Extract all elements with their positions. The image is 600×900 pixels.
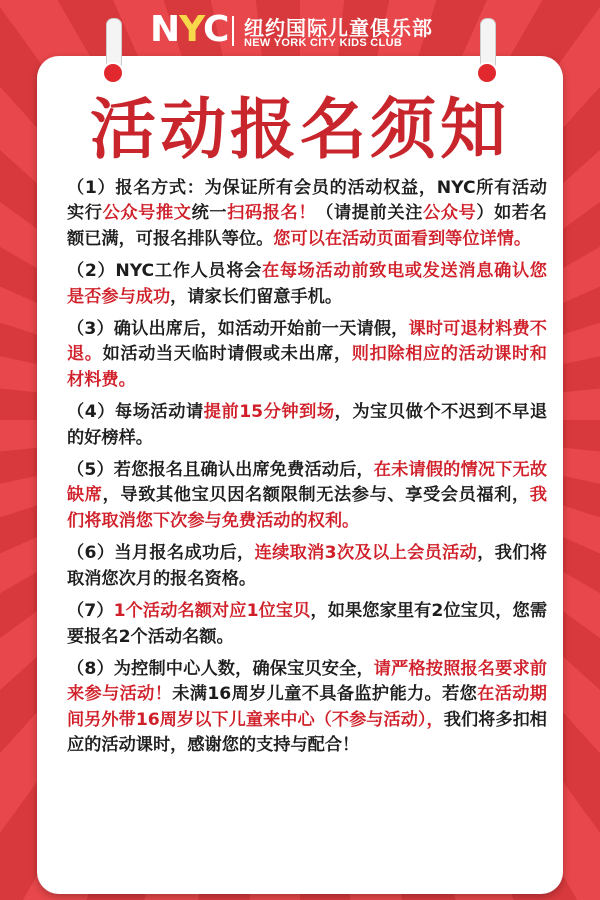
highlighted-text: 在每场活动前致电或发送消息确认您是否参与成功 — [67, 261, 547, 307]
body-text: （2）NYC工作人员将会 — [67, 261, 262, 282]
notice-title: 活动报名须知 — [90, 91, 510, 168]
club-logo — [0, 8, 600, 52]
highlighted-text: 连续取消3次及以上会员活动 — [254, 543, 478, 564]
notice-paragraph-3 — [67, 317, 547, 393]
body-text: （5）若您报名且确认出席免费活动后， — [67, 460, 374, 481]
highlighted-text: 1个活动名额对应1位宝贝 — [113, 601, 311, 622]
club-name-chinese: 纽约国际儿童俱乐部 — [244, 16, 433, 40]
body-text: （4）每场活动请 — [67, 402, 204, 423]
notice-paragraph-7 — [67, 599, 547, 650]
logo-letter-y: Y — [179, 9, 203, 50]
body-text: 统一 — [191, 203, 228, 224]
notice-paragraph-2 — [67, 259, 547, 310]
body-text: ）如若名额已满，可报名排队等位。 — [67, 203, 547, 249]
highlighted-text: 扫码报名！ — [227, 203, 317, 224]
highlighted-text: 公众号推文 — [102, 203, 192, 224]
binder-pin-right-icon — [476, 18, 498, 80]
body-text: ，请家长们留意手机。 — [170, 286, 343, 307]
club-name-english: NEW YORK CITY KIDS CLUB — [244, 37, 403, 49]
nyc-logo-mark — [150, 10, 228, 50]
highlighted-text: 课时可退材料费不退。 — [67, 319, 547, 365]
body-text: （1）报名方式：为保证所有会员的活动权益，NYC所有活动实行 — [67, 178, 547, 224]
body-text: ，为宝贝做个不迟到不早退的好榜样。 — [67, 402, 548, 448]
body-text: （8）为控制中心人数，确保宝贝安全， — [67, 658, 374, 679]
body-text: ，如果您家里有2位宝贝，您需要报名2个活动名额。 — [67, 601, 548, 647]
highlighted-text: 在未请假的情况下无故缺席 — [67, 460, 547, 506]
notice-paragraph-8 — [67, 657, 547, 759]
body-text: （6）当月报名成功后， — [67, 543, 255, 564]
body-text: 未满16周岁儿童不具备监护能力。若您 — [172, 684, 478, 705]
notice-paragraph-5 — [67, 458, 547, 534]
notice-paragraph-4 — [67, 400, 547, 451]
body-text: 我们将多扣相应的活动课时，感谢您的支持与配合！ — [67, 709, 547, 756]
highlighted-text: 则扣除相应的活动课时和材料费。 — [67, 344, 547, 390]
logo-letter-n: N — [150, 9, 180, 50]
logo-divider — [232, 16, 234, 46]
highlighted-text: 我们将取消您下次参与免费活动的权利。 — [67, 485, 547, 531]
body-text: ，导致其他宝贝因名额限制无法参与、享受会员福利， — [102, 485, 530, 506]
notice-body — [67, 176, 547, 766]
notice-card — [37, 56, 563, 894]
body-text: 如活动当天临时请假或未出席， — [102, 344, 352, 365]
body-text: （3）确认出席后，如活动开始前一天请假， — [67, 319, 409, 340]
body-text: ，我们将取消您次月的报名资格。 — [67, 543, 547, 589]
binder-pin-left-icon — [102, 18, 124, 80]
notice-paragraph-6 — [67, 541, 547, 592]
highlighted-text: 您可以在活动页面看到等位详情。 — [273, 228, 532, 249]
highlighted-text: 公众号 — [422, 203, 477, 224]
highlighted-text: 在活动期间另外带16周岁以下儿童来中心（不参与活动）， — [67, 684, 547, 730]
logo-letter-c: C — [202, 9, 229, 50]
highlighted-text: 请严格按照报名要求前来参与活动！ — [67, 658, 547, 705]
body-text: （请提前关注 — [316, 203, 423, 224]
notice-paragraph-1 — [67, 176, 547, 252]
highlighted-text: 提前15分钟到场 — [203, 402, 335, 423]
body-text: （7） — [67, 601, 114, 622]
